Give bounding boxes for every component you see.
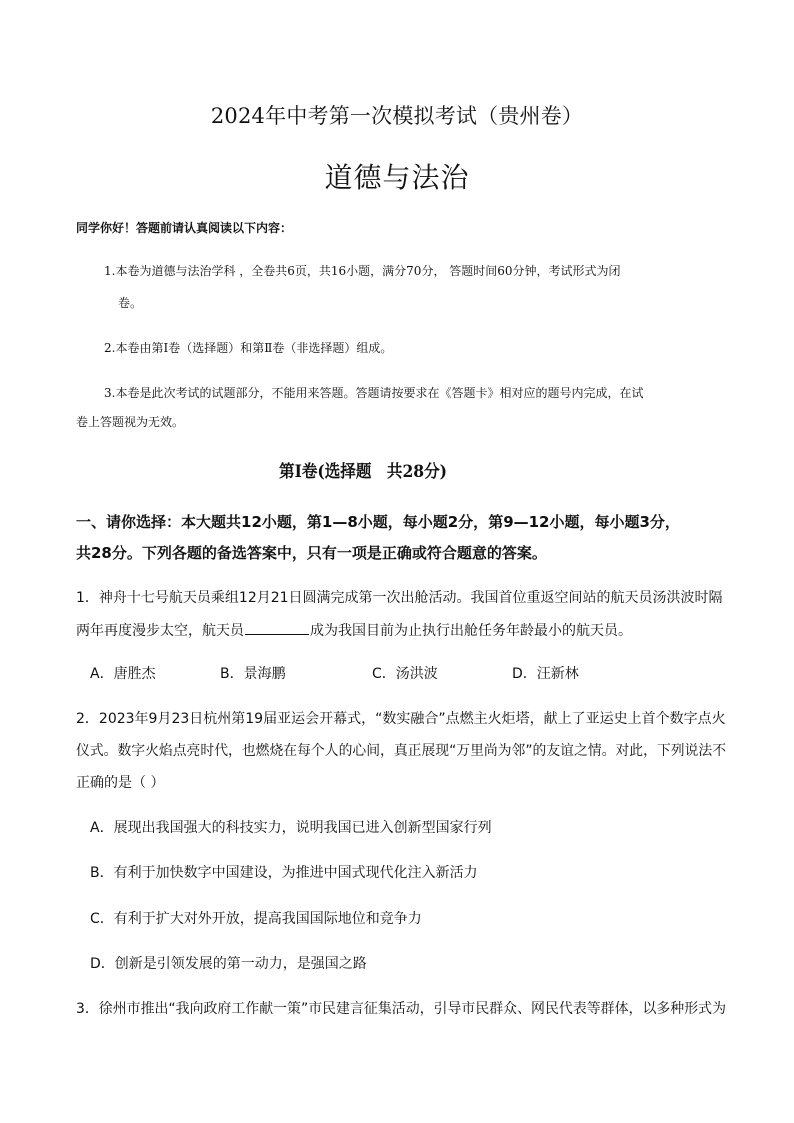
- instruction-line-1: 一、请你选择：本大题共12小题，第1—8小题，每小题2分，第9—12小题，每小题3分，: [76, 513, 680, 531]
- instruction-line-2: 共28分。下列各题的备选答案中，只有一项是正确或符合题意的答案。: [76, 544, 547, 562]
- question-1-option-a: A．唐胜杰: [90, 666, 156, 682]
- notice-item-2: 2.本卷由第Ⅰ卷（选择题）和第Ⅱ卷（非选择题）组成。: [104, 341, 393, 355]
- question-1-option-c: C．汤洪波: [372, 666, 438, 682]
- question-3-line-1: 3．徐州市推出“我向政府工作献一策”市民建言征集活动，引导市民群众、网民代表等群体，以多种形式为: [76, 1001, 727, 1017]
- notice-item-1-line-1: 1.本卷为道德与法治学科 ，全卷共6页，共16小题，满分70分， 答题时间60分钟，考试形式为闭: [104, 264, 621, 278]
- notice-heading: 同学你好！答题前请认真阅读以下内容：: [76, 221, 293, 235]
- question-1-text-after-blank: 成为我国目前为止执行出舱任务年龄最小的航天员。: [310, 623, 632, 639]
- question-2-option-c: C．有利于扩大对外开放，提高我国国际地位和竞争力: [90, 911, 422, 927]
- notice-item-3-line-1: 3.本卷是此次考试的试题部分，不能用来答题。答题请按要求在《答题卡》相对应的题号内完成，在试: [104, 386, 644, 400]
- question-2-line-2: 仪式。数字火焰点亮时代，也燃烧在每个人的心间，真正展现“万里尚为邻”的友谊之情。对此，下列说法不: [76, 743, 727, 759]
- question-2-line-3: 正确的是（ ）: [76, 775, 165, 791]
- answer-blank: [245, 620, 309, 635]
- notice-item-1-line-2: 卷。: [118, 296, 143, 310]
- question-2-line-1: 2．2023年9月23日杭州第19届亚运会开幕式，“数实融合”点燃主火炬塔，献上了亚运史上首个数字点火: [76, 711, 726, 727]
- section-title: 第Ⅰ卷(选择题 共28分): [279, 462, 447, 482]
- question-1-text-before-blank: 两年再度漫步太空，航天员: [76, 623, 244, 639]
- question-1-option-d: D．汪新林: [512, 666, 579, 682]
- question-1-option-b: B．景海鹏: [220, 666, 286, 682]
- exam-title: 2024年中考第一次模拟考试（贵州卷）: [210, 104, 584, 128]
- question-1-line-1: 1．神舟十七号航天员乘组12月21日圆满完成第一次出舱活动。我国首位重返空间站的航天员汤洪波时隔: [76, 590, 723, 606]
- notice-item-3-line-2: 卷上答题视为无效。: [76, 415, 185, 429]
- question-2-option-a: A．展现出我国强大的科技实力，说明我国已进入创新型国家行列: [90, 820, 492, 836]
- question-2-option-d: D．创新是引领发展的第一动力，是强国之路: [90, 956, 367, 972]
- question-1-line-2: [76, 620, 632, 641]
- question-2-option-b: B．有利于加快数字中国建设，为推进中国式现代化注入新活力: [90, 865, 478, 881]
- subject-title: 道德与法治: [324, 161, 470, 194]
